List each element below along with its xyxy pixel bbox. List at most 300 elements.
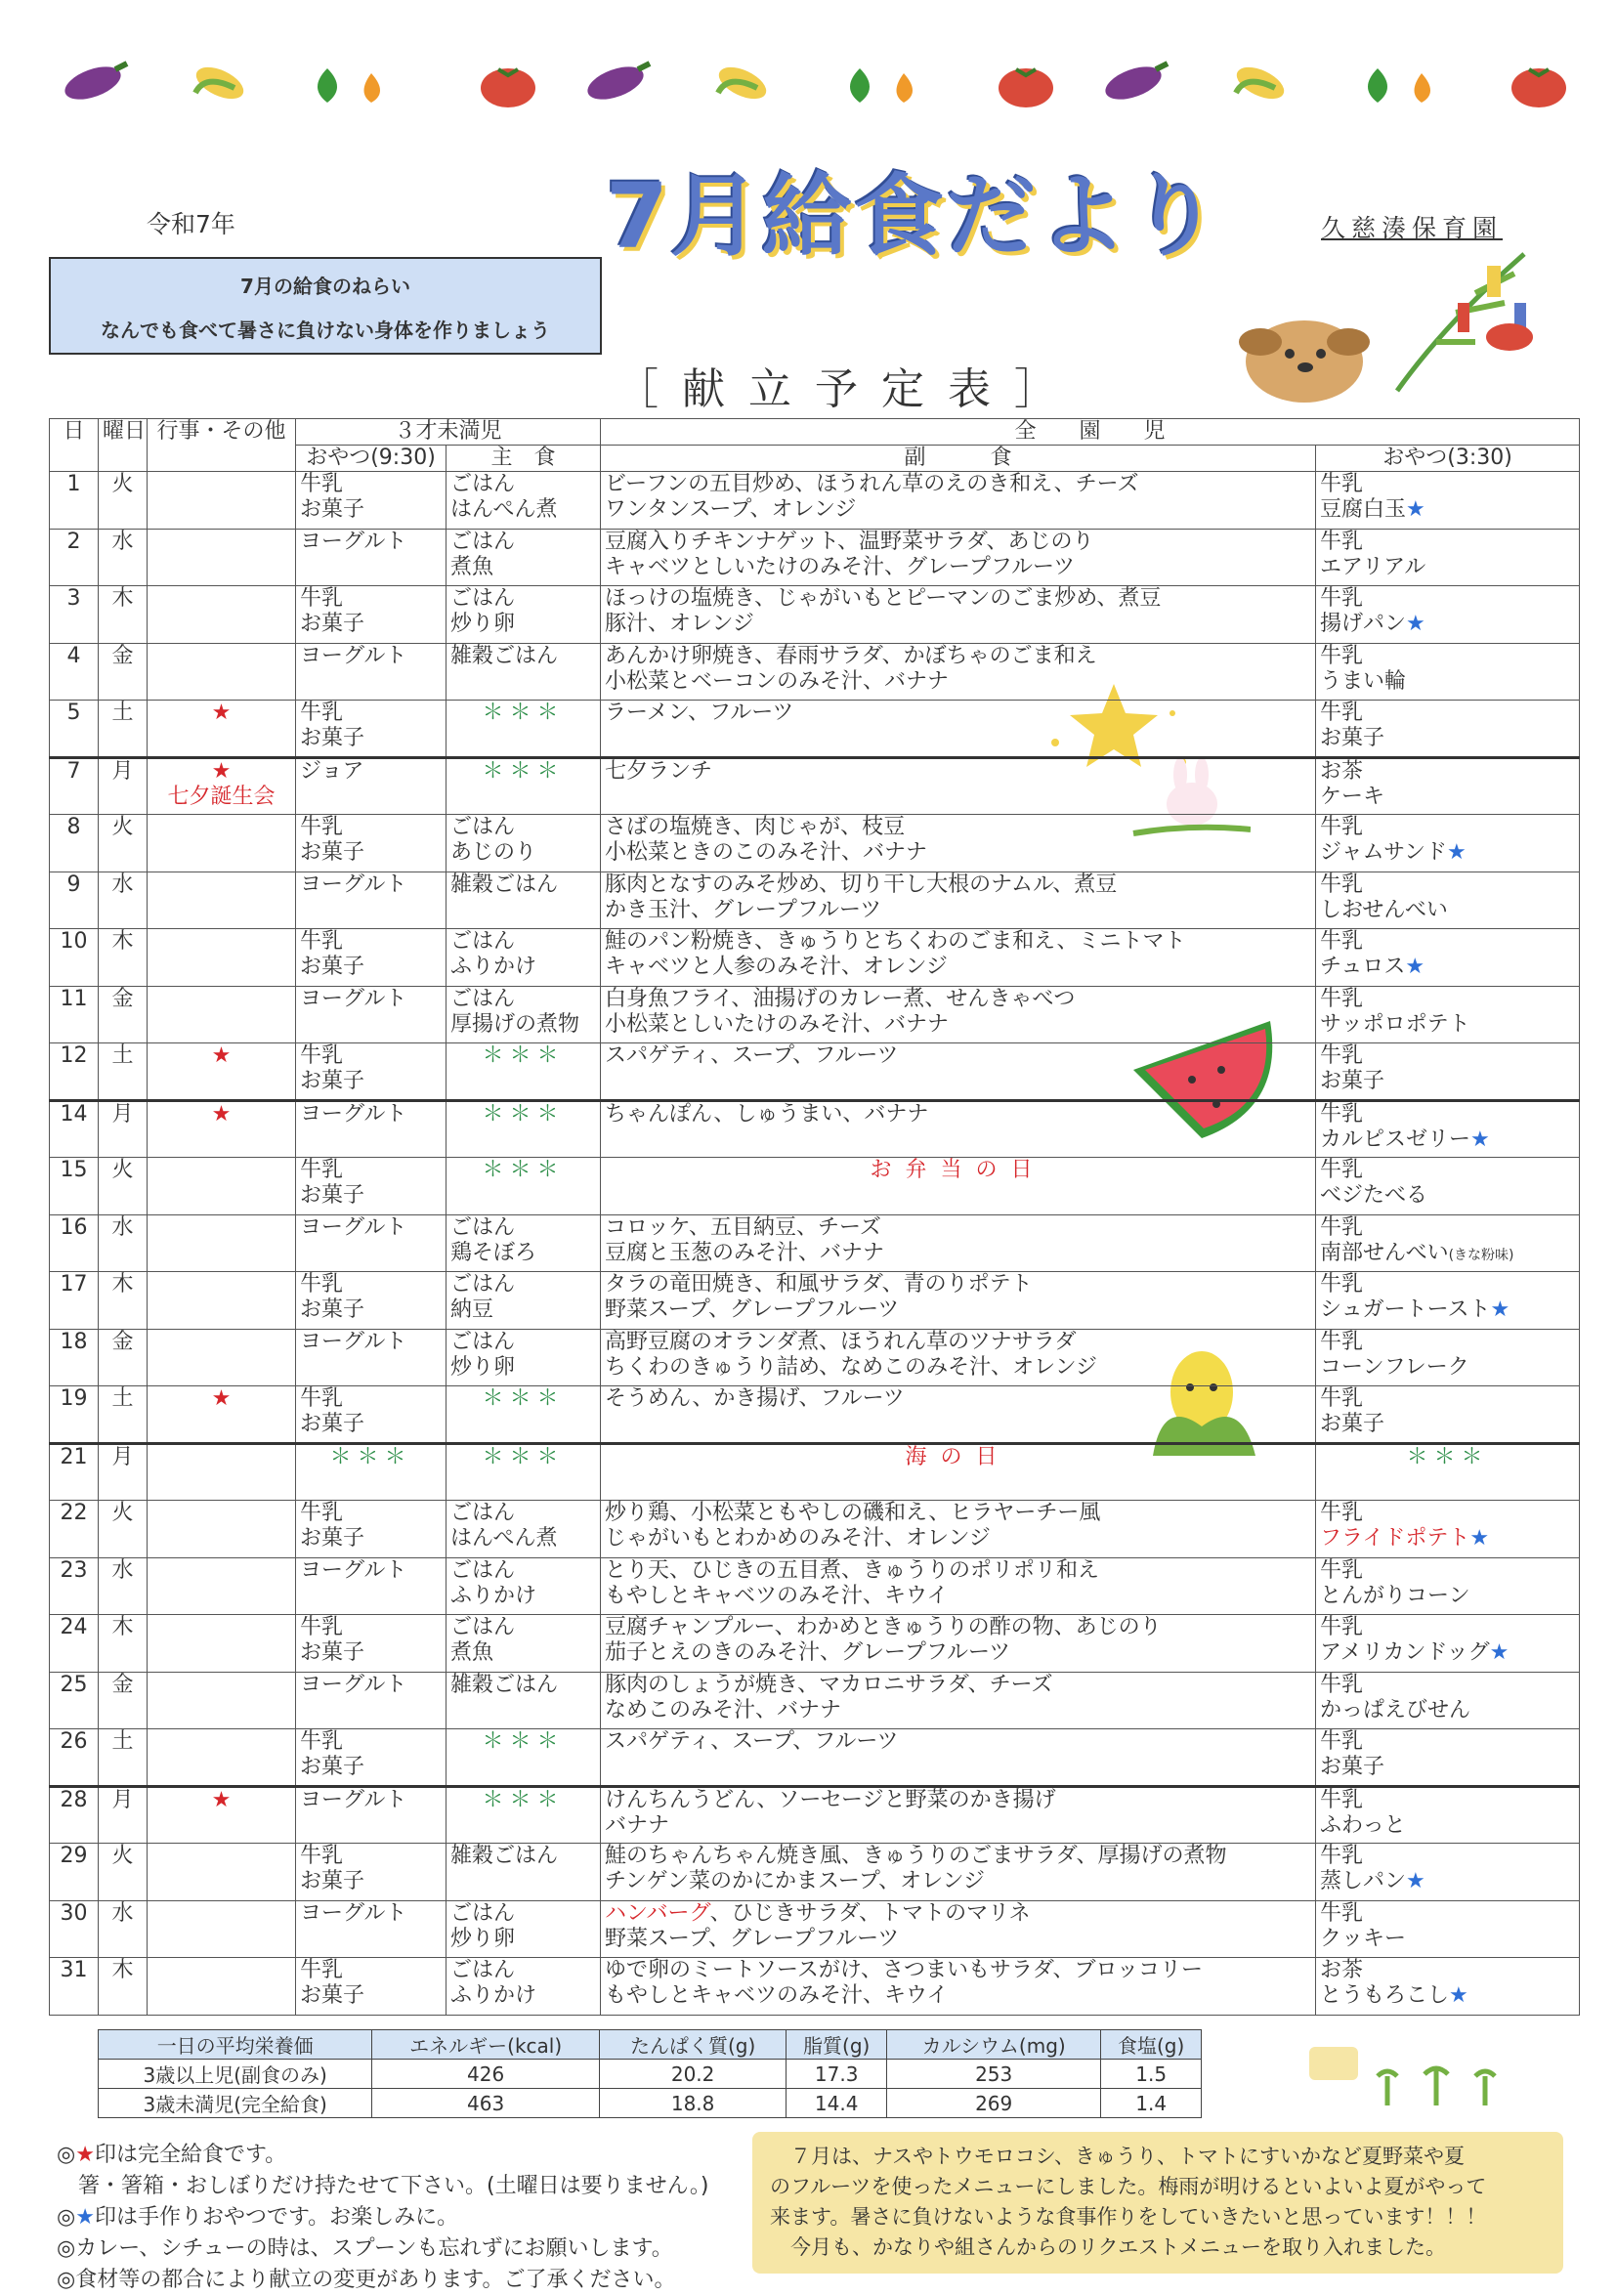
cell-line: 牛乳	[1320, 1386, 1364, 1411]
snack-pm-cell	[1316, 1043, 1580, 1101]
table-row	[50, 701, 1580, 758]
day-cell: 24	[50, 1615, 99, 1673]
event-cell	[148, 757, 296, 815]
day-cell: 29	[50, 1844, 99, 1901]
cell-line: 牛乳	[1320, 1272, 1364, 1297]
day-cell: 28	[50, 1786, 99, 1844]
event-cell	[148, 1615, 296, 1673]
cell-line: ごはん	[450, 986, 516, 1011]
cell-line: 豆腐入りチキンナゲット、温野菜サラダ、あじのり	[605, 529, 1094, 554]
cell-line: 雑穀ごはん	[450, 872, 559, 897]
star-icon: ★	[1406, 612, 1425, 636]
weekday-cell: 火	[99, 1158, 148, 1215]
tomato-icon	[481, 68, 535, 107]
weekday-cell: 金	[99, 986, 148, 1043]
snack-am-cell	[296, 1100, 447, 1158]
cell-line: 牛乳	[1320, 1900, 1364, 1926]
day-cell: 12	[50, 1043, 99, 1101]
nutrition-cell: 463	[372, 2089, 600, 2118]
snack-pm-cell	[1316, 1100, 1580, 1158]
cell-line: 雑穀ごはん	[450, 643, 559, 668]
snack-pm-cell	[1316, 1272, 1580, 1330]
side-cell	[601, 757, 1316, 815]
cell-line: 牛乳	[1320, 1043, 1364, 1068]
tomato-icon	[999, 68, 1053, 107]
event-cell	[148, 1443, 296, 1501]
header-day: 日	[50, 419, 99, 472]
cell-line: 牛乳	[1320, 529, 1364, 554]
nutrition-cell: 3歳以上児(副食のみ)	[99, 2060, 372, 2089]
cell-line: ヨーグルト	[300, 1557, 407, 1583]
item-text: 揚げパン	[1320, 612, 1407, 636]
cell-line: じゃがいもとわかめのみそ汁、オレンジ	[605, 1526, 991, 1551]
cell-line: お茶	[1320, 1958, 1364, 1982]
side-cell	[601, 1958, 1316, 2016]
side-cell	[601, 986, 1316, 1043]
nutrition-cell: 20.2	[599, 2060, 786, 2089]
star-icon: ★	[1449, 1983, 1468, 2008]
snack-pm-cell	[1316, 1329, 1580, 1386]
cell-line: かき玉汁、グレープフルーツ	[605, 897, 882, 922]
cell-line: ハンバーグ、ひじきサラダ、トマトのマリネ	[605, 1900, 1031, 1926]
cell-line: お菓子	[300, 1526, 365, 1551]
tanabata-dog-illustration	[1231, 244, 1563, 410]
table-row	[50, 1443, 1580, 1501]
snack-am-cell	[296, 1158, 447, 1215]
weekday-cell: 火	[99, 815, 148, 872]
cell-line: チンゲン菜のかにかまスープ、オレンジ	[605, 1869, 985, 1893]
cell-line: ごはん	[450, 1272, 516, 1297]
cell-line	[1320, 497, 1575, 523]
cell-line: 牛乳	[1320, 1329, 1364, 1354]
cell-line: ごはん	[450, 586, 516, 611]
cell-line: 牛乳	[300, 1501, 344, 1525]
weekday-cell: 月	[99, 1100, 148, 1158]
staple-cell	[447, 472, 601, 530]
table-row	[50, 586, 1580, 644]
cell-line: ワンタンスープ、オレンジ	[605, 497, 857, 522]
cell-line: キャベツと人参のみそ汁、オレンジ	[605, 955, 948, 979]
cell-line: とんがりコーン	[1320, 1583, 1470, 1608]
snack-pm-cell	[1316, 757, 1580, 815]
header-snack-am: おやつ(9:30)	[296, 446, 447, 472]
snack-am-cell	[296, 1729, 447, 1787]
table-row	[50, 1214, 1580, 1272]
side-cell: 海の日	[601, 1443, 1316, 1501]
cell-line: 牛乳	[300, 472, 344, 496]
note-text: (きな粉味)	[1448, 1247, 1514, 1263]
cell-line: 牛乳	[1320, 815, 1364, 839]
snack-am-cell	[296, 1557, 447, 1615]
weekday-cell: 火	[99, 1844, 148, 1901]
snack-pm-cell	[1316, 1615, 1580, 1673]
era-year: 令和7年	[147, 210, 235, 238]
day-cell: 30	[50, 1900, 99, 1958]
tomato-icon	[1511, 68, 1566, 107]
event-cell	[148, 929, 296, 987]
snack-pm-cell	[1316, 986, 1580, 1043]
staple-cell	[447, 1329, 601, 1386]
star-icon: ★	[1489, 1640, 1510, 1665]
note-line: 箸・箸箱・おしぼりだけ持たせて下さい。(土曜日は要りません。)	[57, 2174, 709, 2198]
side-cell	[601, 1557, 1316, 1615]
snack-pm-cell	[1316, 929, 1580, 987]
table-row	[50, 757, 1580, 815]
event-cell	[148, 986, 296, 1043]
cell-line: お菓子	[300, 1755, 365, 1779]
day-cell: 19	[50, 1386, 99, 1444]
day-cell: 18	[50, 1329, 99, 1386]
table-row	[50, 1958, 1580, 2016]
nutrition-header-row	[99, 2030, 1202, 2060]
star-icon: ★	[211, 1787, 232, 1812]
cell-line: 豚汁、オレンジ	[605, 612, 754, 636]
table-row	[50, 872, 1580, 929]
cell-line: とり天、ひじきの五目煮、きゅうりのポリポリ和え	[605, 1557, 1100, 1583]
monthly-message	[752, 2132, 1563, 2274]
cell-line: ふりかけ	[450, 955, 537, 979]
day-cell: 7	[50, 757, 99, 815]
cell-line: 牛乳	[1320, 472, 1364, 496]
cell-line: もやしとキャベツのみそ汁、キウイ	[605, 1983, 949, 2008]
cell-line: 厚揚げの煮物	[450, 1011, 580, 1037]
snack-am-cell	[296, 1672, 447, 1729]
cell-line: 野菜スープ、グレープフルーツ	[605, 1926, 900, 1951]
snack-am-cell	[296, 1900, 447, 1958]
nutrition-header: 一日の平均栄養価	[99, 2030, 372, 2060]
eggplant-icon	[1101, 61, 1168, 106]
cell-line: 牛乳	[300, 1272, 344, 1297]
weekday-cell: 土	[99, 701, 148, 758]
cell-line	[1320, 1297, 1575, 1323]
cell-line: 白身魚フライ、油揚げのカレー煮、せんきゃべつ	[605, 986, 1076, 1011]
cell-line: お菓子	[300, 497, 365, 522]
snack-am-cell	[296, 1272, 447, 1330]
table-row	[50, 1729, 1580, 1787]
monthly-aim-box	[49, 257, 602, 355]
staple-cell	[447, 1958, 601, 2016]
cell-line: 炒り卵	[450, 1926, 516, 1951]
cell-line: ラーメン、フルーツ	[605, 701, 794, 725]
snack-pm-cell	[1316, 529, 1580, 586]
cell-line: うまい輪	[1320, 668, 1407, 694]
cell-line: 高野豆腐のオランダ煮、ほうれん草のツナサラダ	[605, 1329, 1077, 1354]
table-row	[50, 472, 1580, 530]
cell-line: しおせんべい	[1320, 897, 1448, 922]
cell-line: 鮭のちゃんちゃん焼き風、きゅうりのごまサラダ、厚揚げの煮物	[605, 1844, 1227, 1868]
cell-line: 牛乳	[300, 929, 344, 954]
cell-line: 煮魚	[450, 1640, 494, 1665]
message-line: のフルーツを使ったメニューにしました。梅雨が明けるといよいよ夏がやって	[770, 2175, 1487, 2198]
cell-line	[1320, 612, 1575, 637]
day-cell: 8	[50, 815, 99, 872]
snack-am-cell	[296, 1615, 447, 1673]
day-cell: 11	[50, 986, 99, 1043]
cell-line: 牛乳	[300, 1158, 344, 1182]
item-text: アメリカンドッグ	[1320, 1640, 1490, 1665]
cell-line: 牛乳	[1320, 1101, 1364, 1127]
snack-pm-cell	[1316, 643, 1580, 701]
cell-line: 牛乳	[1320, 586, 1364, 611]
nutrition-cell: 253	[887, 2060, 1101, 2089]
aim-heading: 7月の給食のねらい	[240, 275, 410, 298]
cell-line: 牛乳	[1320, 701, 1364, 725]
note-line: ◎★印は完全給食です。	[57, 2143, 287, 2167]
nutrition-cell: 426	[372, 2060, 600, 2089]
cell-line: ごはん	[450, 1214, 516, 1240]
staple-cell: ＊＊＊	[447, 1443, 601, 1501]
snack-pm-cell	[1316, 1386, 1580, 1444]
cell-line: 炒り卵	[450, 612, 516, 636]
snack-am-cell	[296, 929, 447, 987]
weekday-cell: 金	[99, 1672, 148, 1729]
star-icon: ★	[1469, 1526, 1490, 1551]
header-snack-pm: おやつ(3:30)	[1316, 446, 1580, 472]
day-cell: 21	[50, 1443, 99, 1501]
weekday-cell: 木	[99, 586, 148, 644]
star-icon: ★	[211, 1386, 232, 1411]
cell-line: 豆腐チャンプルー、わかめときゅうりの酢の物、あじのり	[605, 1615, 1162, 1639]
cell-line: 牛乳	[300, 586, 344, 611]
cell-line	[1320, 955, 1575, 980]
event-cell	[148, 872, 296, 929]
cell-line: 納豆	[450, 1297, 494, 1322]
cell-line: 牛乳	[1320, 872, 1364, 897]
school-name: 久慈湊保育園	[1321, 214, 1504, 242]
event-cell	[148, 529, 296, 586]
snack-am-cell	[296, 643, 447, 701]
cell-line	[1320, 1526, 1575, 1552]
snack-am-cell	[296, 701, 447, 758]
cell-line: お菓子	[300, 840, 365, 865]
star-icon: ★	[211, 758, 232, 784]
day-cell: 4	[50, 643, 99, 701]
cell-line: ふりかけ	[450, 1583, 537, 1608]
side-cell	[601, 1615, 1316, 1673]
staple-cell	[447, 1672, 601, 1729]
snack-pm-cell	[1316, 1672, 1580, 1729]
staple-cell	[447, 643, 601, 701]
snack-pm-cell	[1316, 472, 1580, 530]
event-cell	[148, 1386, 296, 1444]
cell-line: お菓子	[300, 1983, 365, 2008]
cell-line: はんぺん煮	[450, 1526, 558, 1551]
cell-line: ふわっと	[1320, 1812, 1406, 1838]
snack-pm-cell	[1316, 586, 1580, 644]
weekday-cell: 土	[99, 1729, 148, 1787]
notes	[57, 2140, 709, 2296]
snack-pm-cell	[1316, 815, 1580, 872]
table-row	[50, 1900, 1580, 1958]
corn-icon	[1232, 61, 1289, 106]
weekday-cell: 土	[99, 1043, 148, 1101]
staple-cell: ＊＊＊	[447, 1100, 601, 1158]
staple-cell	[447, 586, 601, 644]
cell-line: お菓子	[300, 1412, 365, 1436]
star-icon: ★	[211, 701, 232, 725]
table-row	[50, 643, 1580, 701]
day-cell: 15	[50, 1158, 99, 1215]
staple-cell	[447, 1557, 601, 1615]
table-row	[50, 815, 1580, 872]
sprout-illustration	[1280, 2037, 1514, 2115]
side-cell: お弁当の日	[601, 1158, 1316, 1215]
event-cell	[148, 1729, 296, 1787]
side-cell	[601, 929, 1316, 987]
day-cell: 22	[50, 1501, 99, 1558]
staple-cell: ＊＊＊	[447, 701, 601, 758]
table-row	[50, 529, 1580, 586]
cell-line: あじのり	[450, 840, 537, 865]
snack-am-cell	[296, 1844, 447, 1901]
header-staple: 主 食	[447, 446, 601, 472]
cell-line: コロッケ、五目納豆、チーズ	[605, 1214, 881, 1240]
cell-line: ヨーグルト	[300, 1329, 407, 1354]
header-side: 副 食	[601, 446, 1316, 472]
cell-line: お茶	[1320, 758, 1364, 784]
cell-line: ヨーグルト	[300, 1101, 407, 1127]
staple-cell: ＊＊＊	[447, 1158, 601, 1215]
cell-line: 牛乳	[1320, 1729, 1364, 1754]
item-text: フライドポテト	[1320, 1526, 1470, 1551]
cell-line: キャベツとしいたけのみそ汁、グレープフルーツ	[605, 554, 1076, 579]
weekday-cell: 木	[99, 1615, 148, 1673]
side-cell	[601, 1272, 1316, 1330]
side-cell	[601, 1786, 1316, 1844]
cell-line: べジたべる	[1320, 1183, 1428, 1208]
note-line: ◎★印は手作りおやつです。お楽しみに。	[57, 2205, 459, 2230]
cell-line: お菓子	[300, 612, 365, 636]
cell-line: 牛乳	[1320, 1615, 1364, 1639]
staple-cell	[447, 1900, 601, 1958]
nutrition-header: たんぱく質(g)	[599, 2030, 786, 2060]
side-cell	[601, 872, 1316, 929]
staple-cell	[447, 1844, 601, 1901]
weekday-cell: 木	[99, 1958, 148, 2016]
item-text: カルピスゼリー	[1320, 1127, 1471, 1152]
cell-line: ごはん	[450, 472, 516, 496]
snack-pm-cell	[1316, 1729, 1580, 1787]
side-cell	[601, 472, 1316, 530]
snack-pm-cell	[1316, 1900, 1580, 1958]
cell-line: 小松菜ときのこのみそ汁、バナナ	[605, 840, 928, 865]
snack-am-cell	[296, 1043, 447, 1101]
cell-line: 牛乳	[1320, 1672, 1364, 1697]
cell-line: スパゲティ、スープ、フルーツ	[605, 1043, 899, 1068]
snack-pm-cell	[1316, 1214, 1580, 1272]
cell-line: ごはん	[450, 1900, 516, 1926]
staple-cell	[447, 986, 601, 1043]
schedule-title: ［献立予定表］	[616, 364, 1081, 414]
cell-line: 牛乳	[1320, 643, 1364, 668]
cell-line: 牛乳	[300, 1958, 344, 1982]
nutrition-header: エネルギー(kcal)	[372, 2030, 600, 2060]
cell-line: ごはん	[450, 1615, 516, 1639]
cell-line: けんちんうどん、ソーセージと野菜のかき揚げ	[605, 1787, 1056, 1812]
star-icon: ★	[75, 2143, 95, 2167]
cell-line: 鶏そぼろ	[450, 1240, 537, 1265]
menu-schedule-table	[49, 418, 1580, 2016]
cell-line: お菓子	[1320, 1412, 1385, 1436]
cell-line: お菓子	[300, 955, 365, 979]
day-cell: 25	[50, 1672, 99, 1729]
snack-pm-cell	[1316, 1844, 1580, 1901]
cell-line: ちくわのきゅうり詰め、なめこのみそ汁、オレンジ	[605, 1354, 1098, 1380]
cell-line: さばの塩焼き、肉じゃが、枝豆	[605, 815, 906, 839]
nutrition-row	[99, 2089, 1202, 2118]
side-cell	[601, 1329, 1316, 1386]
event-cell	[148, 1272, 296, 1330]
cell-line: ヨーグルト	[300, 872, 407, 897]
cell-line: そうめん、かき揚げ、フルーツ	[605, 1386, 905, 1411]
eggplant-icon	[61, 61, 127, 106]
side-cell	[601, 1100, 1316, 1158]
event-cell	[148, 1672, 296, 1729]
event-cell	[148, 1043, 296, 1101]
weekday-cell: 金	[99, 1329, 148, 1386]
event-cell	[148, 1844, 296, 1901]
snack-am-cell	[296, 586, 447, 644]
cell-line: コーンフレーク	[1320, 1354, 1469, 1380]
event-cell	[148, 1958, 296, 2016]
staple-cell	[447, 929, 601, 987]
table-row	[50, 1100, 1580, 1158]
nutrition-cell: 269	[887, 2089, 1101, 2118]
cell-line: ヨーグルト	[300, 1672, 407, 1697]
nutrition-header: カルシウム(mg)	[887, 2030, 1101, 2060]
weekday-cell: 水	[99, 1557, 148, 1615]
weekday-cell: 木	[99, 1272, 148, 1330]
event-cell	[148, 472, 296, 530]
day-cell: 14	[50, 1100, 99, 1158]
event-cell	[148, 1158, 296, 1215]
cell-line: ジョア	[300, 758, 364, 784]
cell-line: バナナ	[605, 1812, 670, 1838]
cell-line: 牛乳	[1320, 1158, 1364, 1182]
event-cell	[148, 815, 296, 872]
nutrition-header: 食塩(g)	[1101, 2030, 1202, 2060]
cell-line: 小松菜とベーコンのみそ汁、バナナ	[605, 668, 950, 694]
cell-line: かっぱえびせん	[1320, 1697, 1471, 1722]
snack-pm-cell	[1316, 1958, 1580, 2016]
cell-line: ヨーグルト	[300, 1900, 407, 1926]
event-cell	[148, 1100, 296, 1158]
table-row	[50, 1615, 1580, 1673]
staple-cell	[447, 1272, 601, 1330]
cell-line: 炒り鶏、小松菜ともやしの磯和え、ヒラヤーチー風	[605, 1501, 1101, 1525]
cell-line: ごはん	[450, 1501, 516, 1525]
cell-line: 牛乳	[300, 701, 344, 725]
weekday-cell: 水	[99, 1214, 148, 1272]
cell-line	[1320, 1869, 1575, 1894]
cell-line	[1320, 840, 1575, 866]
side-cell	[601, 1386, 1316, 1444]
cell-line: ヨーグルト	[300, 643, 407, 668]
cell-line: ごはん	[450, 929, 516, 954]
event-cell	[148, 1501, 296, 1558]
side-cell	[601, 1900, 1316, 1958]
day-cell: 3	[50, 586, 99, 644]
note-line: ◎カレー、シチューの時は、スプーンも忘れずにお願いします。	[57, 2236, 673, 2261]
cell-line: ふりかけ	[450, 1983, 537, 2008]
day-cell: 5	[50, 701, 99, 758]
cell-line: ごはん	[450, 815, 516, 839]
day-cell: 26	[50, 1729, 99, 1787]
message-line: 今月も、かなりや組さんからのリクエストメニューを取り入れました。	[770, 2235, 1446, 2259]
cell-line: クッキー	[1320, 1926, 1407, 1951]
side-cell	[601, 701, 1316, 758]
cell-line: 牛乳	[300, 815, 344, 839]
